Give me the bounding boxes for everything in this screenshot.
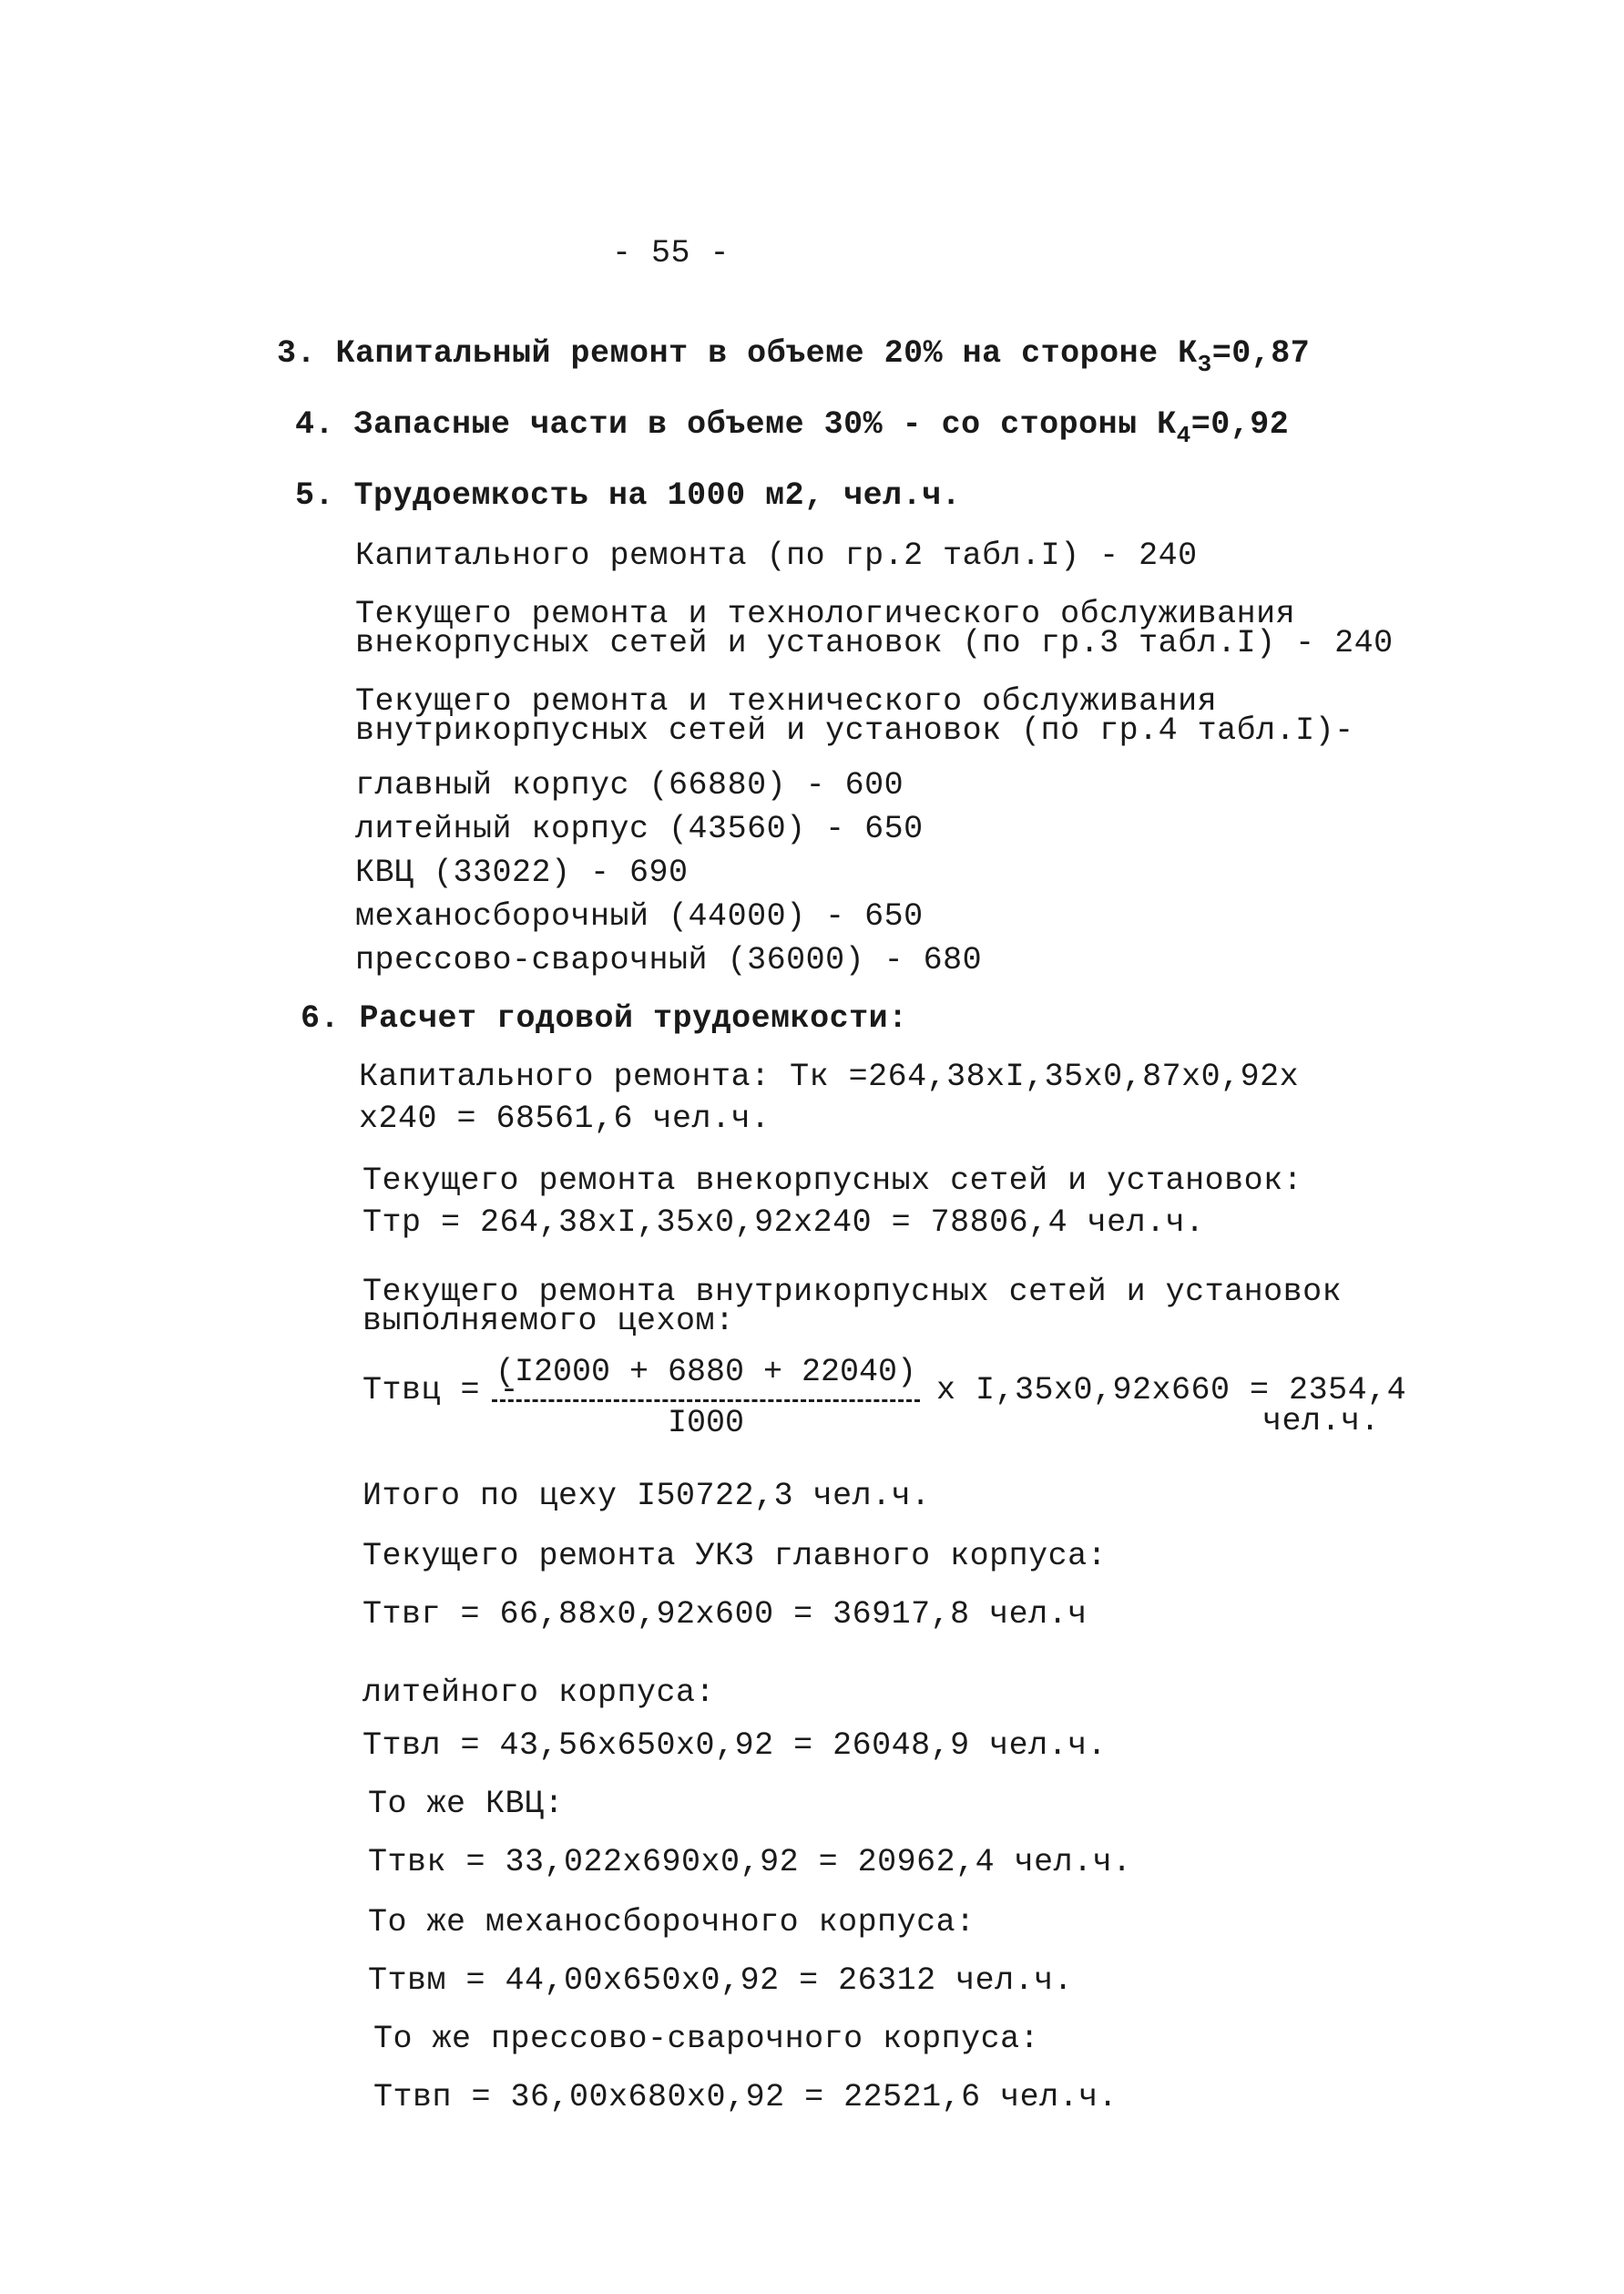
formula-unit: чел.ч. [1262,1403,1381,1439]
item-4-subscript: 4 [1176,422,1191,449]
labor-capital: Капитального ремонта (по гр.2 табл.I) - 240 [355,538,1198,574]
labor-current-int-line1: Текущего ремонта и технического обслуживания [355,683,1218,720]
item-4-value: =0,92 [1190,406,1290,443]
formula-numerator: (I2000 + 6880 + 22040) [495,1354,917,1390]
calc-ext-line2: Ттр = 264,38хI,35х0,92х240 = 78806,4 чел.ч. [363,1204,1205,1241]
labor-current-ext-line2: внекорпусных сетей и установок (по гр.3 табл.I) - 240 [355,625,1394,661]
item-3-text: 3. Капитальный ремонт в объеме 20% на стороне К [277,335,1198,372]
calc-total: Итого по цеху I50722,3 чел.ч. [363,1478,931,1514]
formula-denominator: I000 [667,1405,744,1441]
building-foundry: литейный корпус (43560) - 650 [355,811,924,847]
calc-ttvk: Ттвк = 33,022х690х0,92 = 20962,4 чел.ч. [368,1844,1132,1880]
item-3 [277,335,1311,378]
item-4 [295,406,1290,449]
calc-capital-line2: х240 = 68561,6 чел.ч. [359,1101,771,1137]
formula-lhs: Ттвц = - [363,1372,520,1408]
formula-rhs: х I,35х0,92х660 = 2354,4 [936,1372,1407,1408]
calc-mech-heading: То же механосборочного корпуса: [368,1904,975,1941]
item-5: 5. Трудоемкость на 1000 м2, чел.ч. [295,477,962,514]
calc-int-line1: Текущего ремонта внутрикорпусных сетей и установок [363,1274,1343,1310]
calc-ttvm: Ттвм = 44,00х650х0,92 = 26312 чел.ч. [368,1962,1074,1999]
calc-ukz-heading: Текущего ремонта УКЗ главного корпуса: [363,1538,1108,1574]
building-mechanical: механосборочный (44000) - 650 [355,898,924,935]
item-4-text: 4. Запасные части в объеме 30% - со стороны К [295,406,1177,443]
calc-ttvg: Ттвг = 66,88х0,92х600 = 36917,8 чел.ч [363,1596,1088,1633]
calc-int-line2: выполняемого цехом: [363,1303,735,1339]
item-3-value: =0,87 [1211,335,1311,372]
calc-ext-line1: Текущего ремонта внекорпусных сетей и установок: [363,1162,1303,1199]
building-press-welding: прессово-сварочный (36000) - 680 [355,942,983,978]
building-main: главный корпус (66880) - 600 [355,767,904,804]
calc-foundry-heading: литейного корпуса: [363,1674,716,1711]
labor-current-ext-line1: Текущего ремонта и технологического обслуживания [355,596,1296,632]
building-kvc: КВЦ (33022) - 690 [355,855,689,891]
calc-ttvs: Ттвп = 36,00х680х0,92 = 22521,6 чел.ч. [373,2079,1118,2115]
calc-press-heading: То же прессово-сварочного корпуса: [373,2021,1040,2057]
calc-heading: 6. Расчет годовой трудоемкости: [301,1000,908,1037]
calc-capital-line1: Капитального ремонта: Тк =264,38хI,35х0,87х0,92х [359,1059,1300,1095]
labor-current-int-line2: внутрикорпусных сетей и установок (по гр.4 табл.I)- [355,712,1354,749]
page-number: - 55 - [612,235,730,271]
calc-kvc-heading: То же КВЦ: [368,1786,565,1822]
item-3-subscript: 3 [1197,351,1212,378]
calc-ttvl: Ттвл = 43,56х650х0,92 = 26048,9 чел.ч. [363,1727,1108,1764]
fraction-bar [492,1399,920,1402]
